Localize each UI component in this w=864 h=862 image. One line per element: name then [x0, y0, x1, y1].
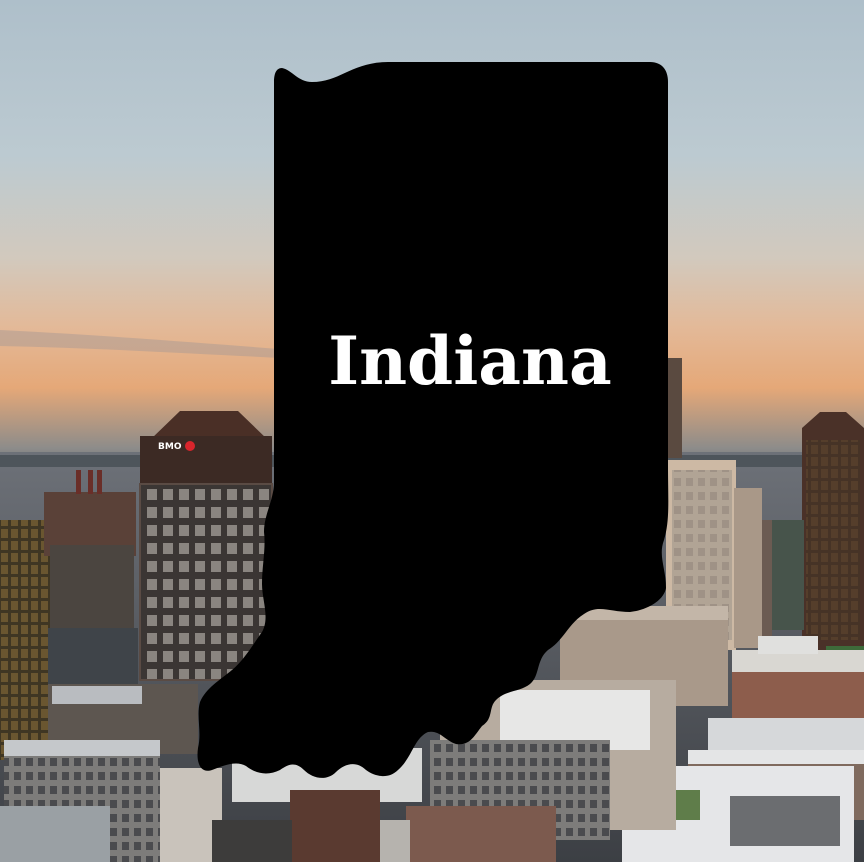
bmo-sign: BMO [158, 442, 182, 452]
page-title: Indiana [328, 322, 612, 400]
